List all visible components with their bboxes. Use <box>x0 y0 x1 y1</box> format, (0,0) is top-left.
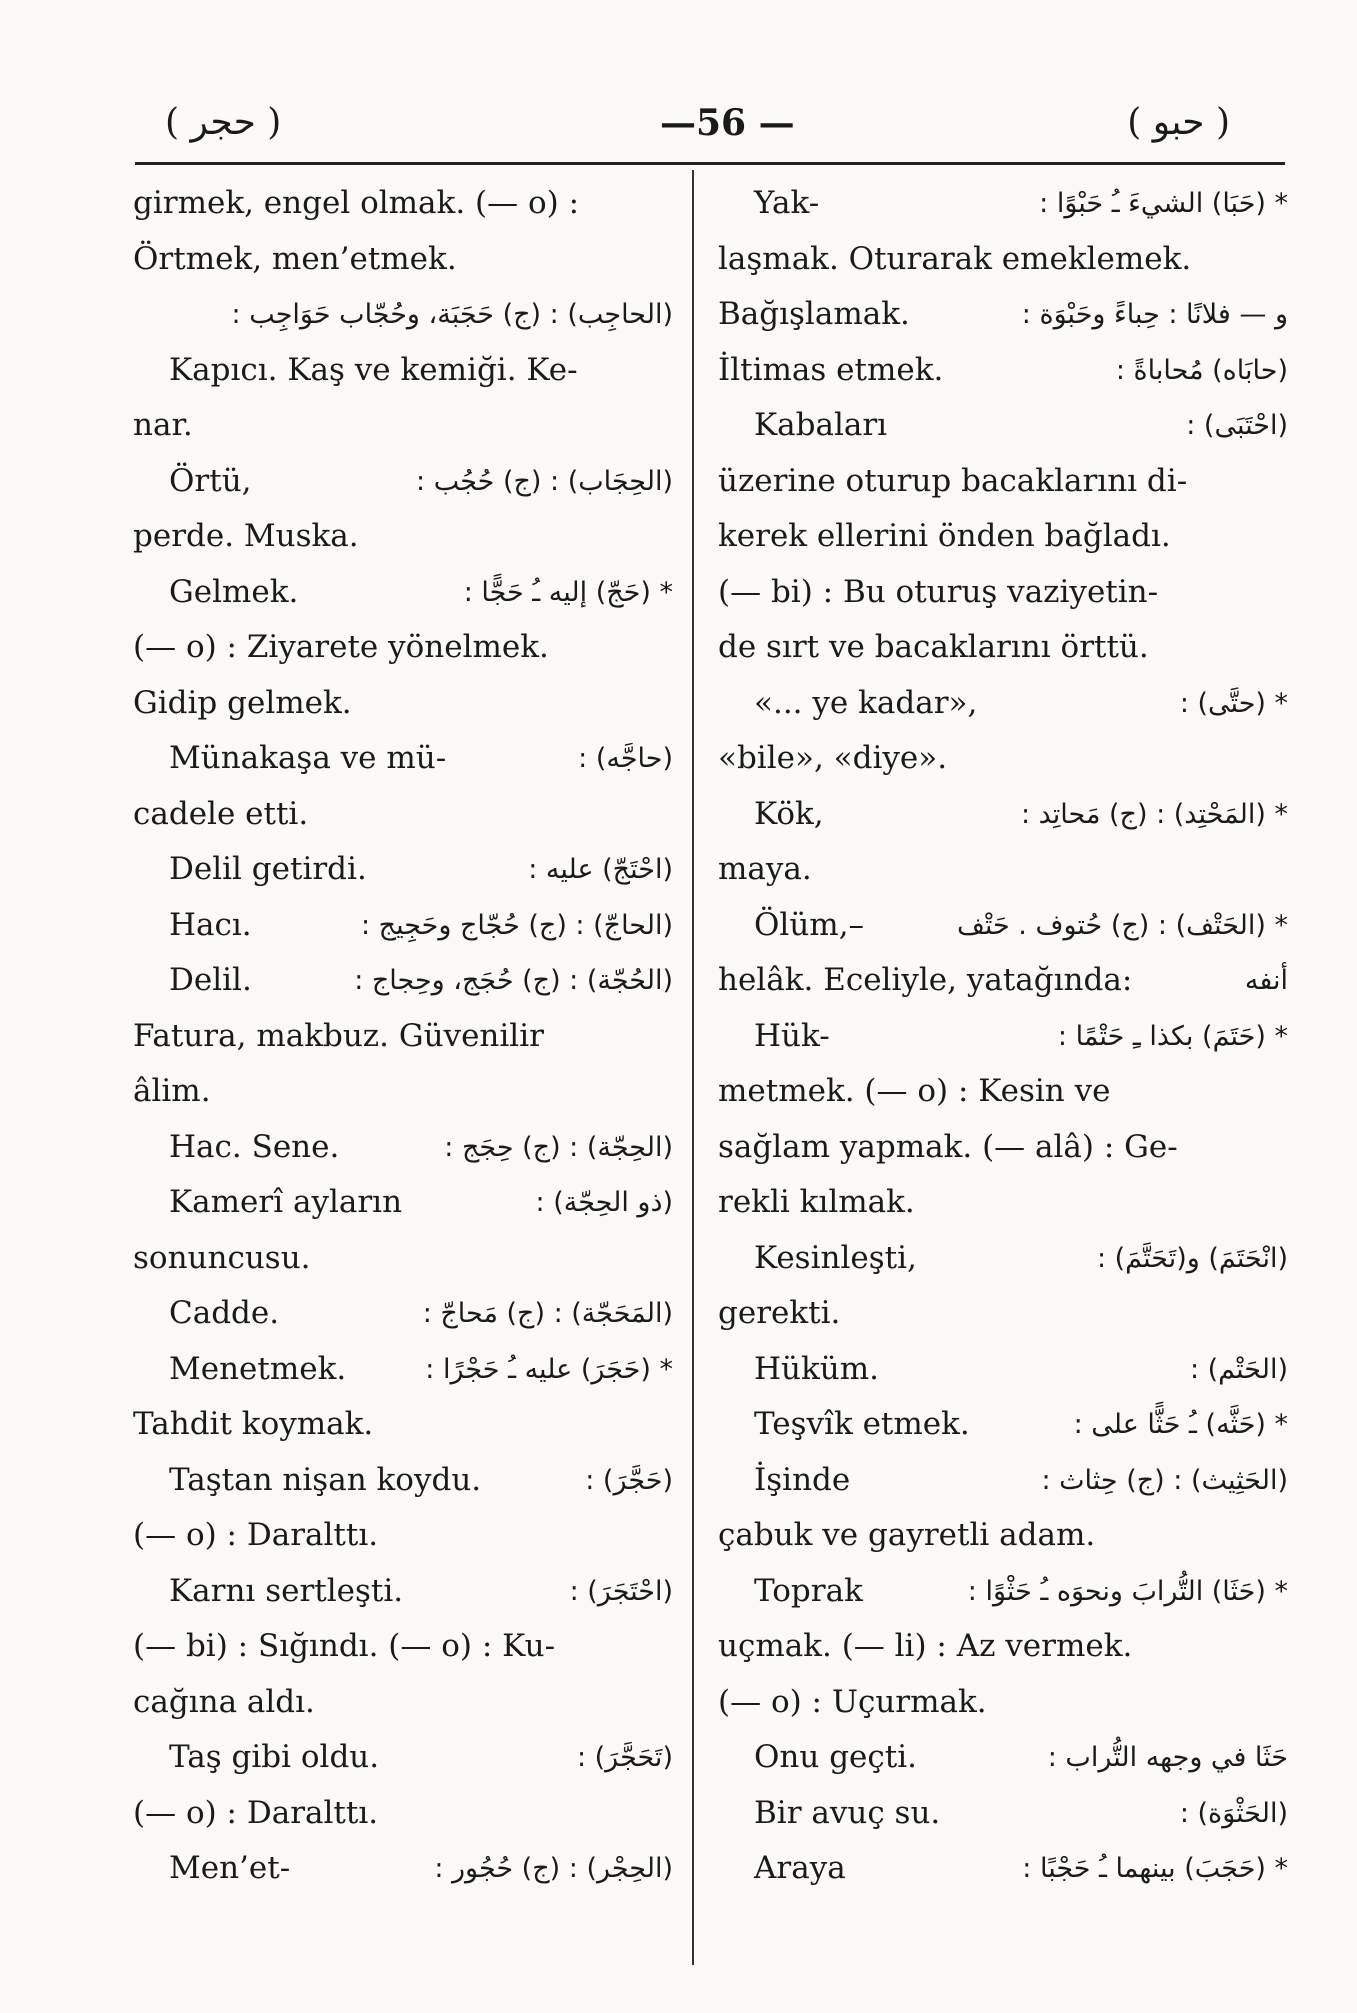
arabic-headword: * (حَجَرَ) عليه ـُ حَجْرًا : <box>425 1353 673 1385</box>
turkish-text: (— bi) : Sığındı. (— o) : Ku- <box>133 1628 556 1664</box>
dictionary-line <box>718 1508 1288 1564</box>
dictionary-line <box>133 1453 673 1509</box>
dictionary-line <box>133 565 673 621</box>
page-header <box>130 102 1280 152</box>
turkish-text: (— o) : Daralttı. <box>133 1517 379 1553</box>
arabic-headword: (حَجَّرَ) : <box>585 1464 673 1496</box>
arabic-headword: * (حَثَّه) ـُ حَثًّا على : <box>1073 1409 1288 1440</box>
turkish-text: sonuncusu. <box>133 1239 311 1276</box>
turkish-text: Taş gibi oldu. <box>169 1739 380 1775</box>
turkish-text: Araya <box>754 1850 846 1886</box>
arabic-headword: (انْحَتَمَ) و(تَحَتَّمَ) : <box>1096 1242 1288 1274</box>
dictionary-line <box>133 343 673 399</box>
arabic-headword: و — فلانًا : حِباءً وحَبْوَة : <box>1021 299 1288 330</box>
column-divider <box>692 170 694 1965</box>
arabic-headword: (الحَتْم) : <box>1189 1353 1288 1385</box>
dictionary-line <box>718 898 1288 954</box>
turkish-text: Karnı sertleşti. <box>169 1572 404 1609</box>
dictionary-line <box>133 1342 673 1398</box>
arabic-headword: * (حتَّى) : <box>1179 687 1288 719</box>
turkish-text: Fatura, makbuz. Güvenilir <box>133 1017 544 1054</box>
turkish-text: «bile», «diye». <box>718 740 948 776</box>
turkish-text: İltimas etmek. <box>718 351 944 388</box>
dictionary-line <box>718 1064 1288 1120</box>
turkish-text: de sırt ve bacaklarını örttü. <box>718 629 1149 665</box>
turkish-text: Örtmek, men’etmek. <box>133 240 457 277</box>
dictionary-line <box>133 1675 673 1731</box>
dictionary-line <box>718 1675 1288 1731</box>
turkish-text: Ölüm,– <box>754 906 865 943</box>
turkish-text: perde. Muska. <box>133 518 359 554</box>
dictionary-line <box>133 1064 673 1120</box>
turkish-text: Tahdit koymak. <box>133 1406 374 1442</box>
dictionary-line <box>718 953 1288 1009</box>
dictionary-line <box>133 1231 673 1287</box>
dictionary-line <box>718 731 1288 787</box>
dictionary-line <box>133 398 673 454</box>
arabic-headword: (الحاجّ) : (ج) حُجّاج وحَجِيج : <box>361 909 673 941</box>
dictionary-line <box>718 1730 1288 1786</box>
turkish-text: Cadde. <box>169 1295 280 1331</box>
turkish-text: çabuk ve gayretli adam. <box>718 1517 1096 1553</box>
turkish-text: (— o) : Uçurmak. <box>718 1683 987 1720</box>
dictionary-line <box>718 787 1288 843</box>
dictionary-line <box>133 1730 673 1786</box>
dictionary-line <box>718 1120 1288 1176</box>
dictionary-line <box>133 1120 673 1176</box>
turkish-text: metmek. (— o) : Kesin ve <box>718 1073 1111 1109</box>
arabic-headword: (الحاجِب) : (ج) حَجَبَة، وحُجّاب حَوَاجِب : <box>231 299 673 330</box>
turkish-text: Taştan nişan koydu. <box>169 1461 482 1498</box>
dictionary-line <box>718 509 1288 565</box>
turkish-text: Yak- <box>754 185 820 221</box>
turkish-text: İşinde <box>754 1461 851 1498</box>
dictionary-line <box>718 1619 1288 1675</box>
arabic-headword: (الحِجَاب) : (ج) حُجُب : <box>416 465 673 497</box>
turkish-text: Örtü, <box>169 462 252 499</box>
arabic-headword: * (حَثَا) التُّرابَ ونحوَه ـُ حَثْوًا : <box>967 1575 1288 1607</box>
turkish-text: «... ye kadar», <box>754 684 978 721</box>
dictionary-line <box>718 1009 1288 1065</box>
dictionary-line <box>133 953 673 1009</box>
dictionary-line <box>718 1175 1288 1231</box>
turkish-text: Kabaları <box>754 407 888 443</box>
turkish-text: Münakaşa ve mü- <box>169 740 447 776</box>
dictionary-line <box>133 787 673 843</box>
dictionary-line <box>718 842 1288 898</box>
turkish-text: laşmak. Oturarak emeklemek. <box>718 240 1192 277</box>
dictionary-line <box>718 232 1288 288</box>
dictionary-line <box>133 620 673 676</box>
turkish-text: sağlam yapmak. (— alâ) : Ge- <box>718 1128 1178 1165</box>
dictionary-line <box>718 1397 1288 1453</box>
turkish-text: (— bi) : Bu oturuş vaziyetin- <box>718 573 1159 610</box>
turkish-text: rekli kılmak. <box>718 1184 915 1220</box>
page-number: —56 — <box>660 102 795 144</box>
turkish-text: Kamerî ayların <box>169 1184 403 1220</box>
turkish-text: Teşvîk etmek. <box>754 1406 970 1442</box>
arabic-headword: (المَحَجّة) : (ج) مَحاجّ : <box>422 1298 673 1329</box>
turkish-text: nar. <box>133 407 193 443</box>
turkish-text: üzerine oturup bacaklarını di- <box>718 462 1188 499</box>
dictionary-line <box>133 842 673 898</box>
dictionary-line <box>718 1453 1288 1509</box>
turkish-text: cağına aldı. <box>133 1683 315 1720</box>
arabic-headword: (الحِجْر) : (ج) حُجُور : <box>434 1853 673 1884</box>
arabic-headword: (احْتَجَرَ) : <box>569 1575 673 1607</box>
dictionary-line <box>133 1397 673 1453</box>
turkish-text: kerek ellerini önden bağladı. <box>718 518 1171 554</box>
turkish-text: Delil. <box>169 962 252 998</box>
dictionary-line <box>718 1231 1288 1287</box>
dictionary-line <box>133 287 673 343</box>
turkish-text: Hacı. <box>169 906 252 943</box>
turkish-text: (— o) : Daralttı. <box>133 1794 379 1831</box>
turkish-text: cadele etti. <box>133 795 309 832</box>
dictionary-line <box>718 1564 1288 1620</box>
arabic-headword: (تَحَجَّرَ) : <box>576 1742 673 1773</box>
turkish-text: Menetmek. <box>169 1350 347 1387</box>
dictionary-line <box>133 1564 673 1620</box>
dictionary-line <box>718 1841 1288 1897</box>
dictionary-line <box>718 676 1288 732</box>
dictionary-line <box>133 1286 673 1342</box>
dictionary-line <box>718 1342 1288 1398</box>
arabic-headword: أنفه <box>1244 965 1288 996</box>
dictionary-line <box>133 1786 673 1842</box>
turkish-text: Kök, <box>754 795 824 832</box>
arabic-headword: * (حَجَبَ) بينهما ـُ حَجْبًا : <box>1022 1853 1288 1884</box>
arabic-headword: (الحُجّة) : (ج) حُجَج، وحِجاج : <box>354 965 673 996</box>
arabic-headword: (حابَاه) مُحاباةً : <box>1115 354 1288 386</box>
dictionary-line <box>133 1619 673 1675</box>
turkish-text: Bir avuç su. <box>754 1794 941 1831</box>
arabic-headword: (حاجَّه) : <box>578 743 673 774</box>
header-rule <box>135 162 1285 165</box>
turkish-text: gerekti. <box>718 1295 841 1331</box>
turkish-text: uçmak. (— li) : Az vermek. <box>718 1628 1133 1664</box>
turkish-text: Bağışlamak. <box>718 296 910 332</box>
dictionary-line <box>718 176 1288 232</box>
dictionary-line <box>133 232 673 288</box>
header-right-root: ( حبو ) <box>1127 102 1230 143</box>
turkish-text: âlim. <box>133 1073 211 1109</box>
dictionary-line <box>718 287 1288 343</box>
turkish-text: Kapıcı. Kaş ve kemiği. Ke- <box>169 351 578 388</box>
turkish-text: Gidip gelmek. <box>133 684 352 721</box>
turkish-text: Onu geçti. <box>754 1739 917 1775</box>
arabic-headword: (الحَثِيث) : (ج) حِثاث : <box>1041 1464 1288 1496</box>
dictionary-line <box>133 509 673 565</box>
arabic-headword: حَثَا في وجهه التُّراب : <box>1047 1742 1288 1773</box>
dictionary-line <box>133 176 673 232</box>
arabic-headword: * (حَبَا) الشيءَ ـُ حَبْوًا : <box>1039 188 1288 219</box>
turkish-text: Hac. Sene. <box>169 1128 340 1165</box>
dictionary-line <box>718 398 1288 454</box>
arabic-headword: * (المَحْتِد) : (ج) مَحاتِد : <box>1020 798 1288 830</box>
arabic-headword: (احْتَجّ) عليه : <box>528 854 673 885</box>
arabic-headword: (ذو الحِجّة) : <box>535 1187 673 1218</box>
turkish-text: Toprak <box>754 1572 863 1609</box>
dictionary-line <box>718 1786 1288 1842</box>
turkish-text: Hüküm. <box>754 1350 879 1387</box>
dictionary-line <box>133 898 673 954</box>
arabic-headword: (احْتَبَى) : <box>1186 410 1288 441</box>
dictionary-line <box>133 454 673 510</box>
dictionary-line <box>133 731 673 787</box>
turkish-text: Men’et- <box>169 1850 291 1886</box>
turkish-text: girmek, engel olmak. (— o) : <box>133 185 580 221</box>
arabic-headword: (الحِجّة) : (ج) حِجَج : <box>444 1131 673 1163</box>
turkish-text: Gelmek. <box>169 573 299 610</box>
turkish-text: Kesinleşti, <box>754 1239 917 1276</box>
arabic-headword: * (الحَتْف) : (ج) حُتوف . حَتْف <box>956 909 1288 941</box>
right-column <box>718 176 1288 1897</box>
turkish-text: (— o) : Ziyarete yönelmek. <box>133 629 549 665</box>
turkish-text: maya. <box>718 851 812 887</box>
dictionary-line <box>133 1175 673 1231</box>
arabic-headword: * (حَتَمَ) بكذا ـِ حَتْمًا : <box>1057 1020 1288 1052</box>
left-column <box>133 176 673 1897</box>
dictionary-line <box>133 1841 673 1897</box>
dictionary-line <box>718 620 1288 676</box>
turkish-text: Hük- <box>754 1017 830 1054</box>
dictionary-line <box>133 1508 673 1564</box>
header-left-root: ( حجر ) <box>165 102 282 143</box>
dictionary-line <box>133 1009 673 1065</box>
dictionary-line <box>133 676 673 732</box>
dictionary-line <box>718 454 1288 510</box>
turkish-text: helâk. Eceliyle, yatağında: <box>718 962 1133 998</box>
dictionary-line <box>718 343 1288 399</box>
arabic-headword: * (حَجّ) إليه ـُ حَجًّا : <box>463 576 673 608</box>
dictionary-line <box>718 565 1288 621</box>
arabic-headword: (الحَثْوَة) : <box>1179 1797 1288 1829</box>
dictionary-line <box>718 1286 1288 1342</box>
turkish-text: Delil getirdi. <box>169 851 367 887</box>
